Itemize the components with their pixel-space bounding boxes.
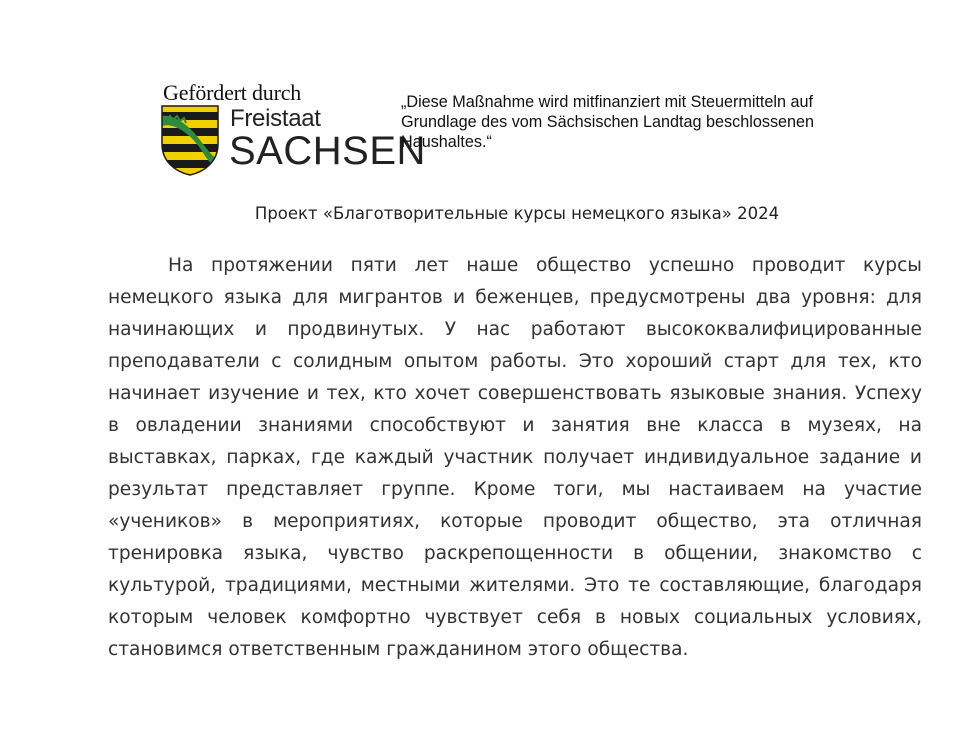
body-line: начинающих и продвинутых. У нас работают высококвалифицированные	[108, 319, 922, 340]
notice-line: Haushaltes.“	[401, 133, 492, 151]
body-paragraph	[108, 250, 922, 666]
logo-sachsen: SACHSEN	[229, 129, 426, 173]
body-line: результат представляет группе. Кроме тоги, мы настаиваем на участие	[108, 479, 922, 500]
body-line: становимся ответственным гражданином этого общества.	[108, 639, 689, 660]
document-title: Проект «Благотворительные курсы немецкого языка» 2024	[254, 204, 780, 223]
logo-caption: Gefördert durch	[163, 80, 302, 105]
body-line: «учеников» в мероприятиях, которые проводит общество, эта отличная	[108, 511, 922, 532]
body-line: начинает изучение и тех, кто хочет совершенствовать языковые знания. Успеху	[108, 383, 922, 404]
funding-notice	[401, 92, 911, 152]
body-line: выставках, парках, где каждый участник получает индивидуальное задание и	[108, 447, 922, 468]
body-line: в овладении знаниями способствуют и занятия вне класса в музеях, на	[108, 415, 922, 436]
logo-freistaat: Freistaat	[230, 105, 321, 132]
body-line: тренировка языка, чувство раскрепощенности в общении, знакомство с	[108, 543, 922, 564]
body-line: На протяжении пяти лет наше общество успешно проводит курсы	[168, 255, 922, 276]
body-line: немецкого языка для мигрантов и беженцев, предусмотрены два уровня: для	[108, 287, 922, 308]
notice-line: Grundlage des vom Sächsischen Landtag beschlossenen	[401, 113, 815, 131]
body-line: культурой, традициями, местными жителями. Это те составляющие, благодаря	[108, 575, 922, 596]
body-line: преподаватели с солидным опытом работы. Это хороший старт для тех, кто	[108, 351, 922, 372]
notice-line: „Diese Maßnahme wird mitfinanziert mit Steuermitteln auf	[401, 93, 814, 111]
funding-logo	[160, 80, 426, 176]
saxony-coat-of-arms-icon	[160, 104, 220, 176]
body-line: которым человек комфортно чувствует себя в новых социальных условиях,	[108, 607, 922, 628]
